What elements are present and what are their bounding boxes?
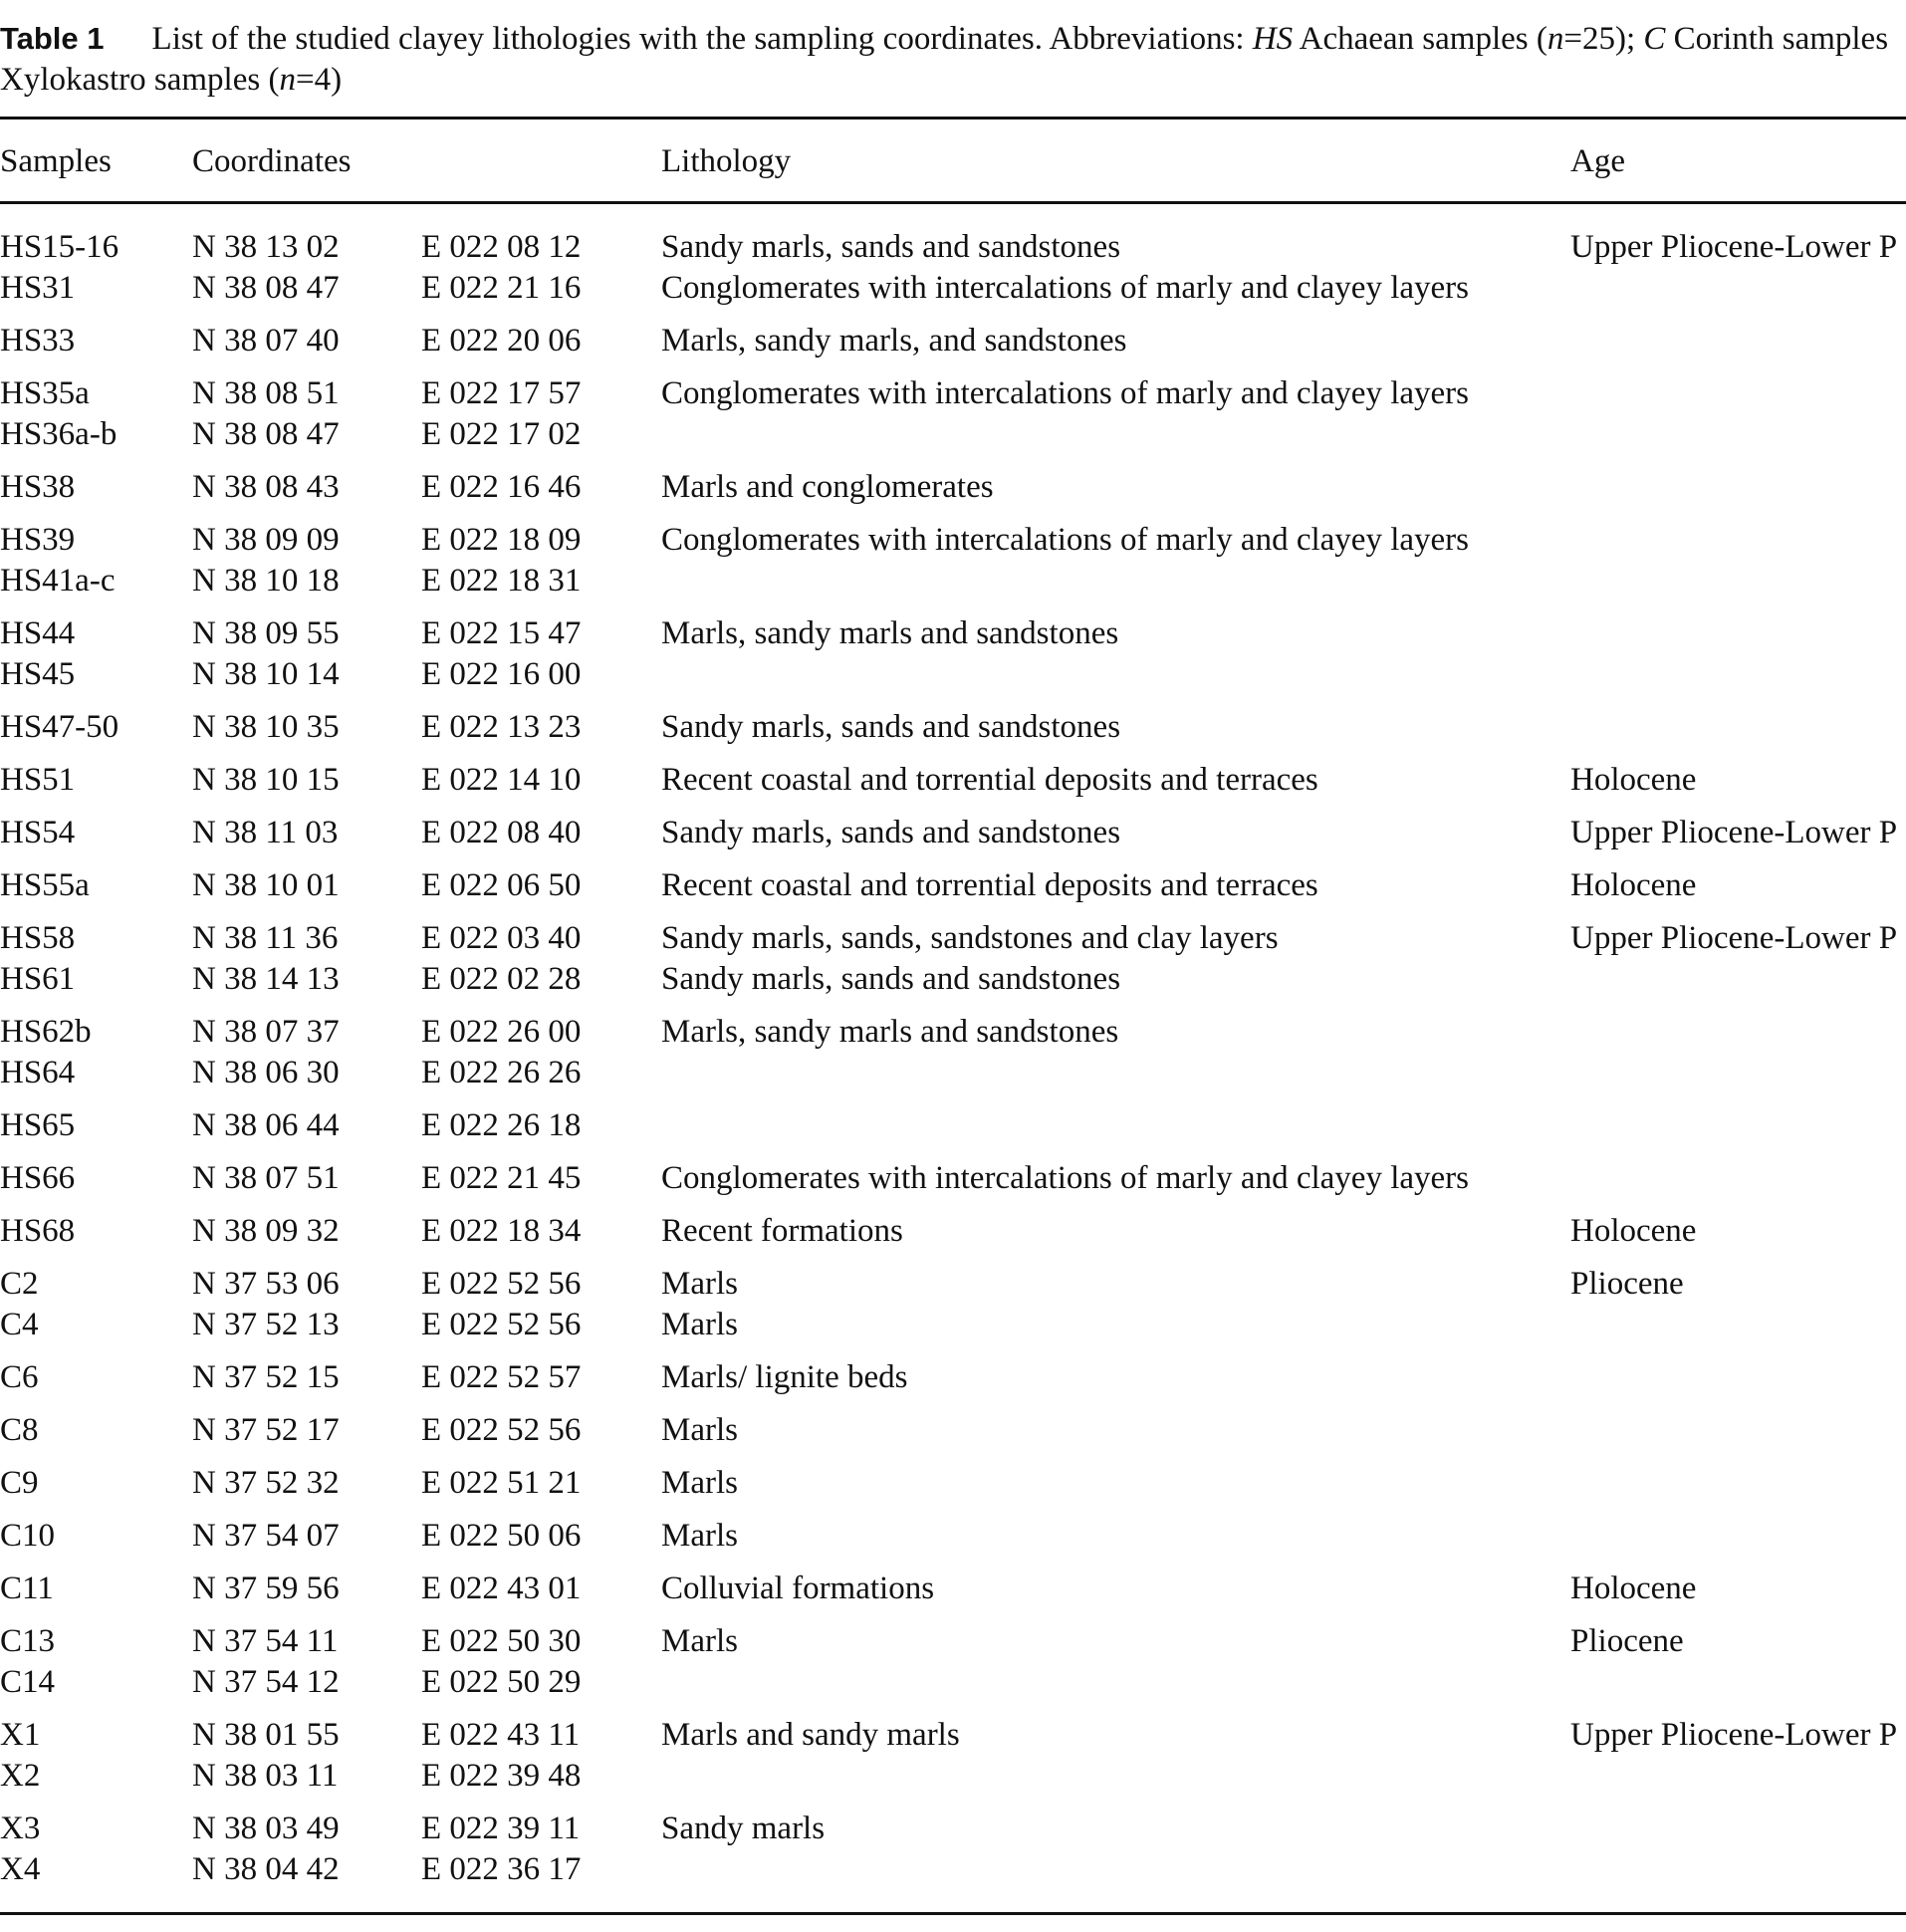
header-coordinates: Coordinates (192, 143, 352, 179)
cell-sample: C11 (0, 1570, 54, 1606)
caption-x-count: =4) (295, 62, 343, 98)
caption-line-1 (0, 18, 1906, 60)
cell-sample: HS66 (0, 1160, 76, 1196)
cell-sample: HS61 (0, 961, 76, 997)
cell-age: Holocene (1570, 1570, 1697, 1606)
cell-lithology: Marls (661, 1623, 738, 1659)
cell-longitude: E 022 52 57 (421, 1359, 582, 1395)
cell-latitude: N 38 10 15 (192, 762, 340, 798)
cell-longitude: E 022 08 12 (421, 229, 582, 265)
bottom-rule (0, 1912, 1906, 1915)
cell-longitude: E 022 26 00 (421, 1014, 582, 1050)
cell-latitude: N 37 54 07 (192, 1518, 340, 1554)
cell-longitude: E 022 52 56 (421, 1266, 582, 1302)
header-samples: Samples (0, 143, 112, 179)
cell-longitude: E 022 21 16 (421, 270, 582, 306)
cell-age: Upper Pliocene-Lower P (1570, 1717, 1898, 1753)
cell-lithology: Marls, sandy marls, and sandstones (661, 323, 1127, 359)
cell-latitude: N 38 07 37 (192, 1014, 340, 1050)
cell-latitude: N 38 14 13 (192, 961, 340, 997)
cell-sample: X1 (0, 1717, 41, 1753)
cell-lithology: Marls (661, 1307, 738, 1342)
cell-longitude: E 022 51 21 (421, 1465, 582, 1501)
cell-sample: HS39 (0, 522, 76, 558)
top-rule (0, 117, 1906, 120)
cell-sample: HS36a-b (0, 416, 118, 452)
cell-sample: HS15-16 (0, 229, 119, 265)
cell-age: Pliocene (1570, 1623, 1684, 1659)
cell-lithology: Marls (661, 1412, 738, 1448)
cell-sample: C8 (0, 1412, 39, 1448)
cell-latitude: N 38 10 35 (192, 709, 340, 745)
cell-sample: C10 (0, 1518, 56, 1554)
cell-lithology: Marls, sandy marls and sandstones (661, 615, 1119, 651)
cell-longitude: E 022 20 06 (421, 323, 582, 359)
cell-lithology: Recent formations (661, 1213, 903, 1249)
cell-longitude: E 022 18 34 (421, 1213, 582, 1249)
cell-latitude: N 38 10 01 (192, 867, 340, 903)
cell-latitude: N 38 06 30 (192, 1055, 340, 1090)
caption-line-2 (0, 60, 1906, 101)
cell-sample: HS33 (0, 323, 76, 359)
cell-latitude: N 38 11 03 (192, 815, 339, 850)
cell-sample: X2 (0, 1758, 41, 1794)
cell-age: Upper Pliocene-Lower P (1570, 229, 1898, 265)
cell-latitude: N 38 03 11 (192, 1758, 339, 1794)
cell-latitude: N 38 10 18 (192, 563, 340, 599)
cell-lithology: Conglomerates with intercalations of marly and clayey layers (661, 270, 1469, 306)
cell-latitude: N 38 08 47 (192, 270, 340, 306)
caption-c-text: Corinth samples (1665, 21, 1889, 57)
cell-sample: C13 (0, 1623, 56, 1659)
cell-age: Pliocene (1570, 1266, 1684, 1302)
cell-longitude: E 022 13 23 (421, 709, 582, 745)
cell-sample: HS31 (0, 270, 76, 306)
cell-longitude: E 022 21 45 (421, 1160, 582, 1196)
cell-sample: HS35a (0, 375, 90, 411)
cell-longitude: E 022 08 40 (421, 815, 582, 850)
cell-longitude: E 022 39 48 (421, 1758, 582, 1794)
cell-lithology: Sandy marls, sands and sandstones (661, 709, 1121, 745)
cell-latitude: N 37 53 06 (192, 1266, 340, 1302)
cell-latitude: N 38 04 42 (192, 1851, 340, 1887)
cell-latitude: N 38 09 55 (192, 615, 340, 651)
cell-age: Holocene (1570, 762, 1697, 798)
cell-longitude: E 022 16 00 (421, 656, 582, 692)
cell-longitude: E 022 52 56 (421, 1412, 582, 1448)
cell-lithology: Conglomerates with intercalations of marly and clayey layers (661, 1160, 1469, 1196)
cell-lithology: Marls and sandy marls (661, 1717, 960, 1753)
caption-n-symbol: n (1547, 21, 1564, 57)
cell-lithology: Marls/ lignite beds (661, 1359, 908, 1395)
cell-latitude: N 38 06 44 (192, 1107, 340, 1143)
cell-longitude: E 022 17 02 (421, 416, 582, 452)
cell-longitude: E 022 03 40 (421, 920, 582, 956)
caption-hs-abbr: HS (1252, 21, 1294, 57)
cell-longitude: E 022 36 17 (421, 1851, 582, 1887)
cell-sample: HS44 (0, 615, 76, 651)
cell-sample: HS51 (0, 762, 76, 798)
table-caption (0, 18, 1906, 101)
cell-longitude: E 022 26 26 (421, 1055, 582, 1090)
cell-longitude: E 022 50 29 (421, 1664, 582, 1700)
cell-longitude: E 022 18 31 (421, 563, 582, 599)
header-lithology: Lithology (661, 143, 792, 179)
cell-latitude: N 38 03 49 (192, 1811, 340, 1846)
caption-c-abbr: C (1643, 21, 1666, 57)
cell-age: Holocene (1570, 867, 1697, 903)
cell-lithology: Marls, sandy marls and sandstones (661, 1014, 1119, 1050)
caption-hs-text: Achaean samples ( (1293, 21, 1548, 57)
cell-sample: HS45 (0, 656, 76, 692)
caption-x-text: Xylokastro samples ( (0, 62, 280, 98)
cell-latitude: N 37 54 11 (192, 1623, 339, 1659)
cell-lithology: Sandy marls (661, 1811, 826, 1846)
cell-sample: X4 (0, 1851, 41, 1887)
cell-age: Upper Pliocene-Lower P (1570, 815, 1898, 850)
cell-sample: HS55a (0, 867, 90, 903)
cell-latitude: N 37 59 56 (192, 1570, 340, 1606)
cell-sample: HS47-50 (0, 709, 119, 745)
cell-age: Upper Pliocene-Lower P (1570, 920, 1898, 956)
cell-lithology: Recent coastal and torrential deposits and terraces (661, 762, 1318, 798)
cell-longitude: E 022 18 09 (421, 522, 582, 558)
cell-longitude: E 022 16 46 (421, 469, 582, 505)
cell-lithology: Marls (661, 1518, 738, 1554)
cell-lithology: Sandy marls, sands and sandstones (661, 815, 1121, 850)
cell-sample: HS41a-c (0, 563, 116, 599)
cell-latitude: N 38 01 55 (192, 1717, 340, 1753)
cell-age: Holocene (1570, 1213, 1697, 1249)
cell-longitude: E 022 26 18 (421, 1107, 582, 1143)
cell-lithology: Recent coastal and torrential deposits and terraces (661, 867, 1318, 903)
cell-latitude: N 38 08 47 (192, 416, 340, 452)
cell-sample: C6 (0, 1359, 39, 1395)
cell-lithology: Colluvial formations (661, 1570, 935, 1606)
cell-latitude: N 37 52 15 (192, 1359, 340, 1395)
cell-latitude: N 38 08 51 (192, 375, 340, 411)
cell-latitude: N 37 54 12 (192, 1664, 340, 1700)
header-rule (0, 201, 1906, 204)
cell-lithology: Marls (661, 1266, 738, 1302)
cell-lithology: Conglomerates with intercalations of marly and clayey layers (661, 522, 1469, 558)
header-age: Age (1570, 143, 1625, 179)
cell-latitude: N 38 08 43 (192, 469, 340, 505)
caption-hs-count: =25); (1563, 21, 1644, 57)
cell-longitude: E 022 50 06 (421, 1518, 582, 1554)
cell-sample: HS58 (0, 920, 76, 956)
cell-sample: HS54 (0, 815, 76, 850)
cell-longitude: E 022 02 28 (421, 961, 582, 997)
cell-longitude: E 022 17 57 (421, 375, 582, 411)
cell-latitude: N 38 09 09 (192, 522, 340, 558)
cell-latitude: N 37 52 32 (192, 1465, 340, 1501)
cell-lithology: Marls (661, 1465, 738, 1501)
cell-latitude: N 38 10 14 (192, 656, 340, 692)
caption-label: Table 1 (0, 21, 105, 56)
caption-text: List of the studied clayey lithologies with the sampling coordinates. Abbreviations: (151, 21, 1253, 57)
cell-longitude: E 022 15 47 (421, 615, 582, 651)
cell-lithology: Marls and conglomerates (661, 469, 994, 505)
cell-sample: C4 (0, 1307, 39, 1342)
cell-sample: X3 (0, 1811, 41, 1846)
cell-sample: HS38 (0, 469, 76, 505)
caption-n-symbol-2: n (279, 62, 296, 98)
cell-sample: HS68 (0, 1213, 76, 1249)
cell-latitude: N 38 07 40 (192, 323, 340, 359)
cell-sample: C14 (0, 1664, 56, 1700)
cell-latitude: N 38 11 36 (192, 920, 339, 956)
cell-longitude: E 022 14 10 (421, 762, 582, 798)
cell-longitude: E 022 39 11 (421, 1811, 581, 1846)
cell-lithology: Sandy marls, sands, sandstones and clay layers (661, 920, 1279, 956)
cell-longitude: E 022 50 30 (421, 1623, 582, 1659)
cell-longitude: E 022 43 11 (421, 1717, 581, 1753)
cell-lithology: Conglomerates with intercalations of marly and clayey layers (661, 375, 1469, 411)
cell-longitude: E 022 52 56 (421, 1307, 582, 1342)
cell-sample: HS64 (0, 1055, 76, 1090)
cell-latitude: N 37 52 17 (192, 1412, 340, 1448)
cell-sample: C9 (0, 1465, 39, 1501)
cell-lithology: Sandy marls, sands and sandstones (661, 961, 1121, 997)
cell-longitude: E 022 43 01 (421, 1570, 582, 1606)
cell-latitude: N 37 52 13 (192, 1307, 340, 1342)
cell-latitude: N 38 09 32 (192, 1213, 340, 1249)
cell-sample: HS62b (0, 1014, 92, 1050)
cell-latitude: N 38 07 51 (192, 1160, 340, 1196)
cell-lithology: Sandy marls, sands and sandstones (661, 229, 1121, 265)
cell-sample: HS65 (0, 1107, 76, 1143)
cell-latitude: N 38 13 02 (192, 229, 340, 265)
cell-longitude: E 022 06 50 (421, 867, 582, 903)
cell-sample: C2 (0, 1266, 39, 1302)
